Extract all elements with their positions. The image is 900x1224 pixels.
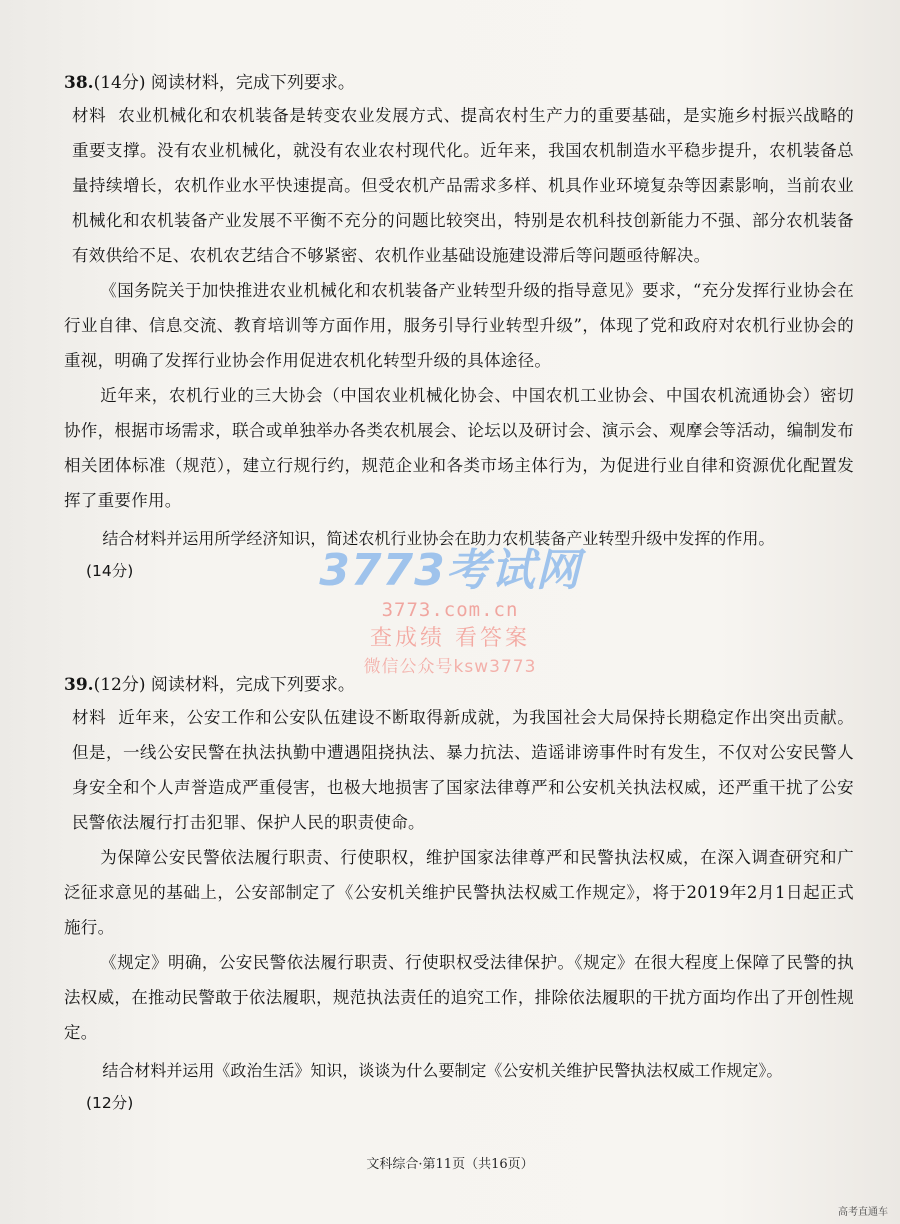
material-label: 材料 <box>72 106 107 125</box>
material-text: 农业机械化和农机装备是转变农业发展方式、提高农村生产力的重要基础，是实施乡村振兴战略的重要支撑。没有农业机械化，就没有农业农村现代化。近年来，我国农机制造水平稳步提升，农机装备总量持续增长，农机作业水平快速提高。但受农机产品需求多样、机具作业环境复杂等因素影响，当前农业机械化和农机装备产业发展不平衡不充分的问题比较突出，特别是农机科技创新能力不强、部分农机装备有效供给不足、农机农艺结合不够紧密、农机作业基础设施建设滞后等问题亟待解决。 <box>72 106 854 265</box>
question-39 <box>64 672 854 1118</box>
material-paragraph-3: 近年来，农机行业的三大协会（中国农业机械化协会、中国农机工业协会、中国农机流通协会）密切协作，根据市场需求，联合或单独举办各类农机展会、论坛以及研讨会、演示会、观摩会等活动，编制发布相关团体标准（规范），建立行规行约，规范企业和各类市场主体行为，为促进行业自律和资源优化配置发挥了重要作用。 <box>64 386 854 510</box>
material-paragraph-2: 《国务院关于加快推进农业机械化和农机装备产业转型升级的指导意见》要求，“充分发挥行业协会在行业自律、信息交流、教育培训等方面作用，服务引导行业转型升级”，体现了党和政府对农机行业协会的重视，明确了发挥行业协会作用促进农机化转型升级的具体途径。 <box>64 281 854 370</box>
watermark-slogan: 查成绩 看答案 <box>370 626 530 651</box>
question-instruction: 阅读材料，完成下列要求。 <box>150 73 355 93</box>
material-paragraph-1 <box>64 98 854 273</box>
question-points: (14分) <box>86 562 134 580</box>
question-header <box>64 70 854 96</box>
question-header <box>64 672 854 698</box>
question-points: (12分) <box>86 1094 134 1112</box>
watermark-logo: 3773考试网 <box>319 545 581 596</box>
question-score: (14分) <box>93 73 146 93</box>
material-paragraph-2: 为保障公安民警依法履行职责、行使职权，维护国家法律尊严和民警执法权威，在深入调查研究和广泛征求意见的基础上，公安部制定了《公安机关维护民警执法权威工作规定》，将于2019年2月1日起正式施行。 <box>64 848 854 937</box>
page-footer: 文科综合·第11页（共16页） <box>366 1157 534 1172</box>
corner-mark: 高考直通车 <box>838 1207 888 1218</box>
question-task: 结合材料并运用《政治生活》知识，谈谈为什么要制定《公安机关维护民警执法权威工作规定》。 <box>102 1061 783 1080</box>
material-label: 材料 <box>72 708 107 727</box>
question-38 <box>64 70 854 586</box>
question-instruction: 阅读材料，完成下列要求。 <box>150 675 355 695</box>
question-score: (12分) <box>93 675 146 695</box>
watermark-url: 3773.com.cn <box>381 599 519 621</box>
material-text: 近年来，公安工作和公安队伍建设不断取得新成就，为我国社会大局保持长期稳定作出突出贡献。但是，一线公安民警在执法执勤中遭遇阻挠执法、暴力抗法、造谣诽谤事件时有发生，不仅对公安民警人身安全和个人声誉造成严重侵害，也极大地损害了国家法律尊严和公安机关执法权威，还严重干扰了公安民警依法履行打击犯罪、保护人民的职责使命。 <box>72 708 854 832</box>
watermark-wechat: 微信公众号ksw3773 <box>363 657 537 677</box>
question-number: 38. <box>64 73 94 93</box>
question-task: 结合材料并运用所学经济知识，简述农机行业协会在助力农机装备产业转型升级中发挥的作用。 <box>102 529 775 548</box>
material-paragraph-3: 《规定》明确，公安民警依法履行职责、行使职权受法律保护。《规定》在很大程度上保障了民警的执法权威，在推动民警敢于依法履职，规范执法责任的追究工作，排除依法履职的干扰方面均作出了开创性规定。 <box>64 953 854 1042</box>
question-number: 39. <box>64 675 94 695</box>
material-paragraph-1 <box>64 700 854 840</box>
